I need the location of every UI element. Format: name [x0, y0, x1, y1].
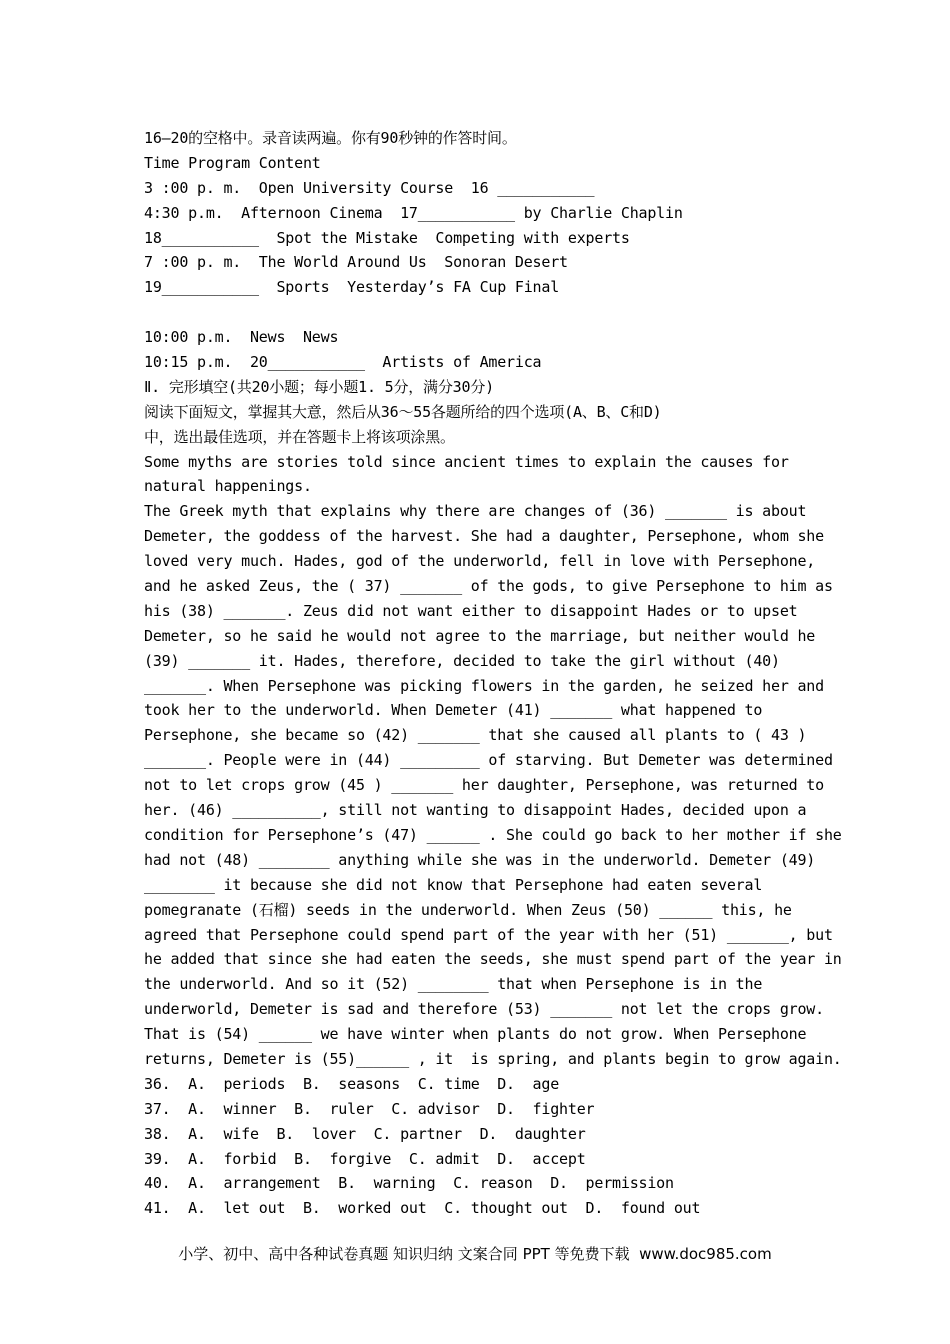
- option-row: 38. A. wife B. lover C. partner D. daughter: [144, 1124, 586, 1143]
- passage-line: Persephone, she became so (42) _______ that she caused all plants to ( 43 ): [144, 726, 807, 745]
- schedule-row: 19___________ Sports Yesterday’s FA Cup Final: [144, 278, 560, 297]
- passage-line: Some myths are stories told since ancient times to explain the causes for: [144, 452, 789, 471]
- passage-line: natural happenings.: [144, 477, 312, 496]
- passage-line: _______. When Persephone was picking flowers in the garden, he seized her and: [144, 676, 824, 695]
- passage-line: and he asked Zeus, the ( 37) _______ of the gods, to give Persephone to him as: [144, 577, 833, 596]
- schedule-row: 7 :00 p. m. The World Around Us Sonoran Desert: [144, 253, 568, 272]
- schedule-row: 10:15 p.m. 20___________ Artists of America: [144, 353, 542, 372]
- passage-line: the underworld. And so it (52) ________ that when Persephone is in the: [144, 975, 763, 994]
- passage-line: ________ it because she did not know that Persephone had eaten several: [144, 875, 763, 894]
- listening-intro: 16—20的空格中。录音读两遍。你有90秒钟的作答时间。: [144, 129, 517, 147]
- option-row: 41. A. let out B. worked out C. thought out D. found out: [144, 1199, 701, 1218]
- option-row: 36. A. periods B. seasons C. time D. age: [144, 1074, 560, 1093]
- section-title: Ⅱ. 完形填空(共20小题；每小题1. 5分，满分30分): [144, 377, 494, 396]
- passage-line: took her to the underworld. When Demeter (41) _______ what happened to: [144, 701, 763, 720]
- option-row: 39. A. forbid B. forgive C. admit D. accept: [144, 1149, 586, 1168]
- page-footer: 小学、初中、高中各种试卷真题 知识归纳 文案合同 PPT 等免费下载 www.doc985.com: [178, 1245, 772, 1263]
- passage-line: agreed that Persephone could spend part of the year with her (51) _______, but: [144, 925, 833, 944]
- schedule-row: 4:30 p.m. Afternoon Cinema 17___________ by Charlie Chaplin: [144, 203, 683, 222]
- schedule-row: 3 :00 p. m. Open University Course 16 ___________: [144, 178, 595, 197]
- section-instructions: 中，选出最佳选项，并在答题卡上将该项涂黑。: [144, 427, 455, 446]
- schedule-row: 10:00 p.m. News News: [144, 328, 339, 347]
- section-instructions: 阅读下面短文，掌握其大意，然后从36～55各题所给的四个选项(A、B、C和D): [144, 402, 662, 421]
- passage-line: his (38) _______. Zeus did not want either to disappoint Hades or to upset: [144, 601, 798, 620]
- passage-line: returns, Demeter is (55)______ , it is spring, and plants begin to grow again.: [144, 1049, 842, 1068]
- passage-line: The Greek myth that explains why there are changes of (36) _______ is about: [144, 502, 807, 521]
- cloze-passage: [144, 450, 842, 1072]
- passage-line: Demeter, so he said he would not agree to the marriage, but neither would he: [144, 626, 816, 645]
- document-page: [144, 126, 842, 1221]
- passage-line: he added that since she had eaten the seeds, she must spend part of the year in: [144, 950, 842, 969]
- passage-line: pomegranate (石榴) seeds in the underworld. When Zeus (50) ______ this, he: [144, 900, 792, 919]
- schedule-row: 18___________ Spot the Mistake Competing with experts: [144, 228, 630, 247]
- passage-line: underworld, Demeter is sad and therefore (53) _______ not let the crops grow.: [144, 1000, 824, 1019]
- passage-line: loved very much. Hades, god of the underworld, fell in love with Persephone,: [144, 552, 816, 571]
- passage-line: Demeter, the goddess of the harvest. She had a daughter, Persephone, whom she: [144, 527, 824, 546]
- passage-line: That is (54) ______ we have winter when plants do not grow. When Persephone: [144, 1025, 807, 1044]
- schedule-header: Time Program Content: [144, 153, 321, 172]
- spacer: [144, 300, 824, 325]
- option-row: 40. A. arrangement B. warning C. reason D. permission: [144, 1174, 674, 1193]
- option-row: 37. A. winner B. ruler C. advisor D. fighter: [144, 1099, 595, 1118]
- answer-options: [144, 1072, 824, 1221]
- passage-line: condition for Persephone’s (47) ______ . She could go back to her mother if she: [144, 825, 842, 844]
- passage-line: had not (48) ________ anything while she was in the underworld. Demeter (49): [144, 850, 816, 869]
- passage-line: _______. People were in (44) _________ of starving. But Demeter was determined: [144, 751, 833, 770]
- passage-line: (39) _______ it. Hades, therefore, decided to take the girl without (40): [144, 651, 780, 670]
- passage-line: her. (46) __________, still not wanting to disappoint Hades, decided upon a: [144, 801, 807, 820]
- passage-line: not to let crops grow (45 ) _______ her daughter, Persephone, was returned to: [144, 776, 824, 795]
